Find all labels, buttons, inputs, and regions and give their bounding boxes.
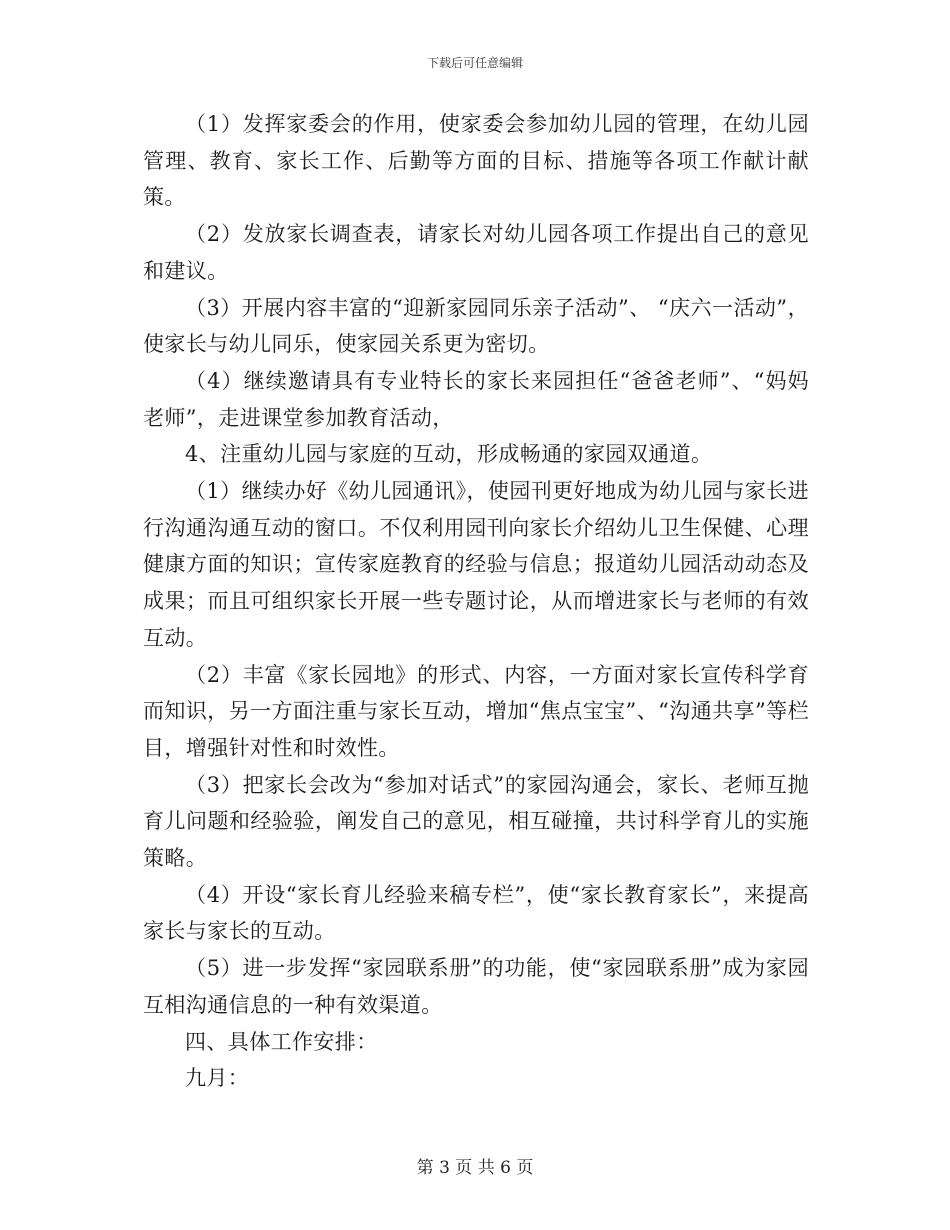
page-header-note: 下载后可任意编辑 [426,56,523,70]
paragraph: （2）丰富《家长园地》的形式、内容，一方面对家长宣传科学育而知识，另一方面注重与家长互动，增加“焦点宝宝”、“沟通共享”等栏目，增强针对性和时效性。 [143,662,809,760]
paragraph: （2）发放家长调查表，请家长对幼儿园各项工作提出自己的意见和建议。 [143,222,809,283]
page-number: 第 3 页 共 6 页 [416,1158,534,1178]
paragraph: （3）把家长会改为“参加对话式”的家园沟通会，家长、老师互抛育儿问题和经验验，阐发自己的意见，相互碰撞，共讨科学育儿的实施策略。 [143,772,809,871]
paragraph: （5）进一步发挥“家园联系册”的功能，使“家园联系册”成为家园互相沟通信息的一种有效渠道。 [143,956,809,1017]
document-body [143,106,809,1097]
month-heading: 九月： [185,1066,250,1091]
section-heading: 四、具体工作安排： [185,1029,378,1054]
section-heading: 4、注重幼儿园与家庭的互动，形成畅通的家园双通道。 [185,442,713,467]
paragraph: （3）开展内容丰富的“迎新家园同乐亲子活动”、 “庆六一活动”，使家长与幼儿同乐，使家园关系更为密切。 [143,295,809,357]
paragraph: （1）发挥家委会的作用，使家委会参加幼儿园的管理，在幼儿园管理、教育、家长工作、后勤等方面的目标、措施等各项工作献计献策。 [143,112,809,210]
paragraph: （4）继续邀请具有专业特长的家长来园担任“爸爸老师”、“妈妈老师”，走进课堂参加教育活动， [143,368,809,430]
paragraph: （1）继续办好《幼儿园通讯》，使园刊更好地成为幼儿园与家长进行沟通沟通互动的窗口。不仅利用园刊向家长介绍幼儿卫生保健、心理健康方面的知识；宣传家庭教育的经验与信息；报道幼儿园活动动态及成果；而且可组织家长开展一些专题讨论，从而增进家长与老师的有效互动。 [143,479,809,650]
paragraph: （4）开设“家长育儿经验来稿专栏”，使“家长教育家长”，来提高家长与家长的互动。 [143,882,809,944]
